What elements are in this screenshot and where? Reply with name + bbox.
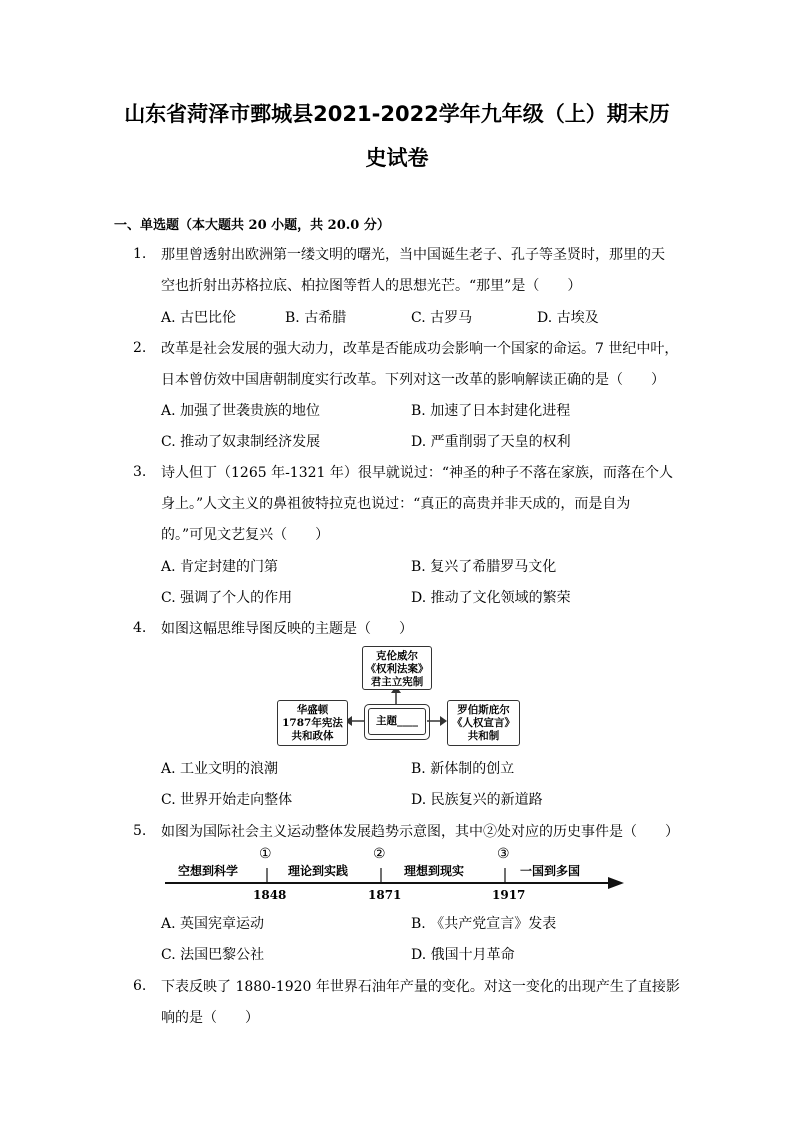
q2-number: 2. xyxy=(133,340,147,356)
exam-title-line1: 山东省菏泽市鄄城县2021-2022学年九年级（上）期末历 xyxy=(124,102,670,126)
q3-number: 3. xyxy=(133,464,147,480)
q3-stem-line3: 的。”可见文艺复兴（ ） xyxy=(161,527,330,543)
year-1871: 1871 xyxy=(368,888,402,902)
q2-option-a: A. 加强了世袭贵族的地位 xyxy=(161,403,321,419)
year-1917: 1917 xyxy=(492,888,526,902)
section-heading: 一、单选题（本大题共 20 小题，共 20.0 分） xyxy=(114,218,390,233)
exam-title-line2: 史试卷 xyxy=(365,146,429,170)
q4-option-c: C. 世界开始走向整体 xyxy=(161,792,293,808)
q5-number: 5. xyxy=(133,823,147,839)
q1-option-a: A. 古巴比伦 xyxy=(161,310,237,326)
left-box-line2: 1787年宪法 xyxy=(282,717,343,729)
segment-4: 一国到多国 xyxy=(520,864,581,878)
right-box-line1: 罗伯斯庇尔 xyxy=(457,704,510,716)
q3-stem-line1: 诗人但丁（1265 年-1321 年）很早就说过：“神圣的种子不落在家族，而落在个人 xyxy=(161,465,674,481)
q4-number: 4. xyxy=(133,620,147,636)
q4-option-d: D. 民族复兴的新道路 xyxy=(411,792,543,808)
left-box-line1: 华盛顿 xyxy=(296,704,329,716)
q5-option-a: A. 英国宪章运动 xyxy=(161,916,265,932)
q1-stem-line1: 那里曾透射出欧洲第一缕文明的曙光，当中国诞生老子、孔子等圣贤时，那里的天 xyxy=(161,247,665,263)
q2-stem-line1: 改革是社会发展的强大动力，改革是否能成功会影响一个国家的命运。7 世纪中叶， xyxy=(161,341,679,357)
segment-1: 空想到科学 xyxy=(178,864,239,878)
q1-option-d: D. 古埃及 xyxy=(537,310,599,326)
q3-option-a: A. 肯定封建的门第 xyxy=(161,559,279,575)
q3-option-c: C. 强调了个人的作用 xyxy=(161,590,293,606)
q5-stem-line1: 如图为国际社会主义运动整体发展趋势示意图，其中②处对应的历史事件是（ ） xyxy=(161,824,679,840)
q3-stem-line2: 身上。”人文主义的鼻祖彼特拉克也说过：“真正的高贵并非天成的，而是自为 xyxy=(161,496,631,512)
segment-3: 理想到现实 xyxy=(404,864,465,878)
timeline-arrowhead xyxy=(608,877,624,889)
q1-option-c: C. 古罗马 xyxy=(411,310,473,326)
q3-option-d: D. 推动了文化领域的繁荣 xyxy=(411,590,571,606)
mark-2: ② xyxy=(373,846,386,862)
q4-option-b: B. 新体制的创立 xyxy=(411,761,515,777)
right-box-line3: 共和制 xyxy=(467,730,500,742)
mark-1: ① xyxy=(259,846,272,862)
q2-option-d: D. 严重削弱了天皇的权利 xyxy=(411,434,571,450)
year-1848: 1848 xyxy=(253,888,287,902)
q6-stem-line2: 响的是（ ） xyxy=(161,1010,259,1026)
right-box-line2: 《人权宣言》 xyxy=(452,717,515,729)
q1-stem-line2: 空也折射出苏格拉底、柏拉图等哲人的思想光芒。“那里”是（ ） xyxy=(161,278,582,294)
left-box-line3: 共和政体 xyxy=(291,730,334,742)
q5-option-d: D. 俄国十月革命 xyxy=(411,947,515,963)
q2-stem-line2: 日本曾仿效中国唐朝制度实行改革。下列对这一改革的影响解读正确的是（ ） xyxy=(161,372,665,388)
q2-option-c: C. 推动了奴隶制经济发展 xyxy=(161,434,321,450)
mark-3: ③ xyxy=(497,846,510,862)
q4-stem-line1: 如图这幅思维导图反映的主题是（ ） xyxy=(161,621,413,637)
q3-option-b: B. 复兴了希腊罗马文化 xyxy=(411,559,557,575)
top-box-line2: 《权利法案》 xyxy=(365,663,429,675)
top-box-line3: 君主立宪制 xyxy=(370,676,424,688)
q1-number: 1. xyxy=(133,246,147,262)
center-box-label: 主题____ xyxy=(376,715,418,727)
q4-option-a: A. 工业文明的浪潮 xyxy=(161,761,279,777)
q5-option-c: C. 法国巴黎公社 xyxy=(161,947,265,963)
q5-option-b: B. 《共产党宣言》发表 xyxy=(411,916,557,932)
q6-stem-line1: 下表反映了 1880-1920 年世界石油年产量的变化。对这一变化的出现产生了直接影 xyxy=(161,979,680,995)
q1-option-b: B. 古希腊 xyxy=(285,310,347,326)
top-box-line1: 克伦威尔 xyxy=(376,650,418,662)
segment-2: 理论到实践 xyxy=(288,864,349,878)
q6-number: 6. xyxy=(133,978,147,994)
q2-option-b: B. 加速了日本封建化进程 xyxy=(411,403,571,419)
